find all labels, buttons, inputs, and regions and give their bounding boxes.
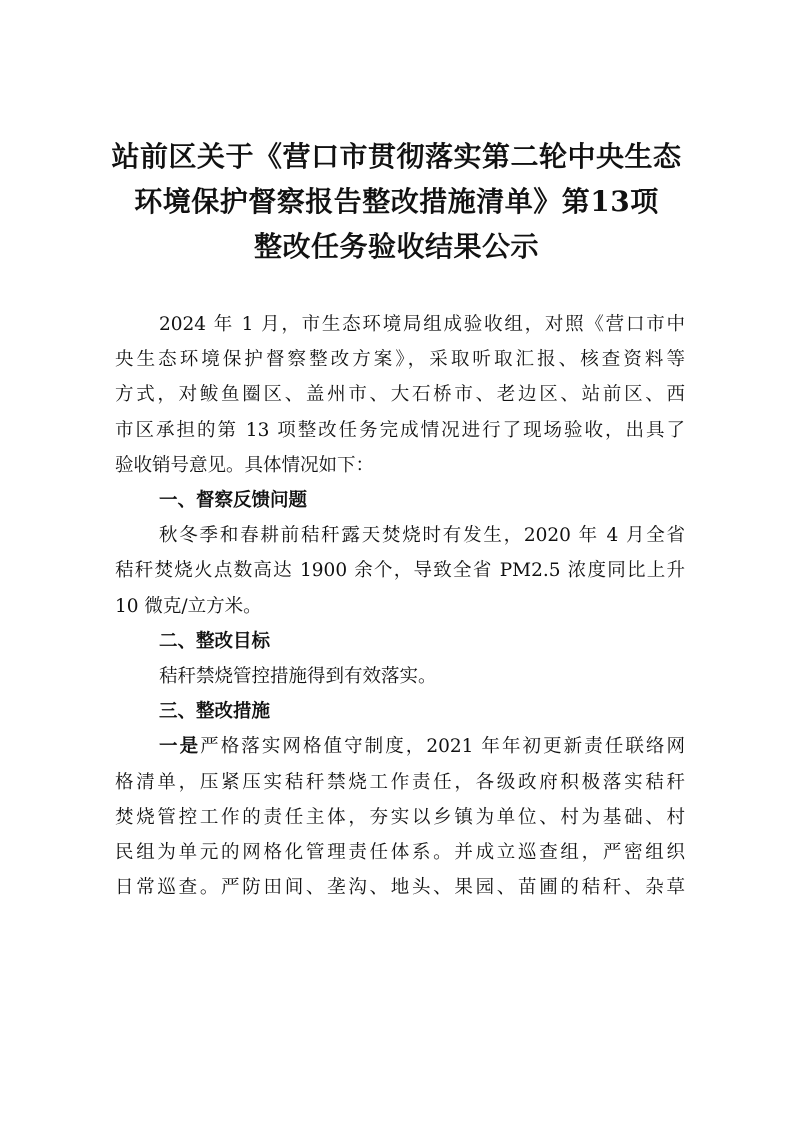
section1-line-3: 10 微克/立方米。 <box>115 595 262 617</box>
intro-line-1: 2024 年 1 月，市生态环境局组成验收组，对照《营口市中 <box>159 314 685 335</box>
title-line-1: 站前区关于《营口市贯彻落实第二轮中央生态 <box>111 140 682 173</box>
intro-line-4: 市区承担的第 13 项整改任务完成情况进行了现场验收，出具了 <box>115 419 685 441</box>
document-body <box>115 307 685 905</box>
document-title <box>80 134 713 269</box>
title-line-3: 整改任务验收结果公示 <box>253 230 539 263</box>
section3-lead: 一是 <box>159 736 201 758</box>
section3-line-3: 焚烧管控工作的责任主体，夯实以乡镇为单位、村为基础、村 <box>115 806 685 828</box>
intro-line-2: 央生态环境保护督察整改方案》，采取听取汇报、核查资料等 <box>115 349 685 371</box>
section3-line-4: 民组为单元的网格化管理责任体系。并成立巡查组，严密组织 <box>115 842 685 864</box>
intro-line-5: 验收销号意见。具体情况如下： <box>115 454 375 476</box>
intro-paragraph <box>115 307 685 483</box>
section1-line-1: 秋冬季和春耕前秸秆露天焚烧时有发生，2020 年 4 月全省 <box>159 525 685 547</box>
section2-paragraph <box>115 659 685 694</box>
section3-line-5: 日常巡查。严防田间、垄沟、地头、果园、苗圃的秸秆、杂草 <box>115 877 685 899</box>
intro-line-3: 方式，对鲅鱼圈区、盖州市、大石桥市、老边区、站前区、西 <box>115 384 685 406</box>
section3-paragraph <box>115 729 685 905</box>
section3-line-1-text: 严格落实网格值守制度，2021 年年初更新责任联络网 <box>200 736 685 758</box>
section2-line-1: 秸秆禁烧管控措施得到有效落实。 <box>159 666 437 688</box>
section-heading-measures: 三、整改措施 <box>159 701 271 723</box>
section1-line-2: 秸秆焚烧火点数高达 1900 余个，导致全省 PM2.5 浓度同比上升 <box>115 560 685 582</box>
section-heading-feedback: 一、督察反馈问题 <box>159 490 308 512</box>
section-heading-goal: 二、整改目标 <box>159 630 271 652</box>
title-line-2: 环境保护督察报告整改措施清单》第13项 <box>134 185 659 218</box>
section3-line-1 <box>115 729 685 764</box>
section3-line-2: 格清单，压紧压实秸秆禁烧工作责任，各级政府积极落实秸秆 <box>115 771 685 793</box>
section1-paragraph <box>115 518 685 624</box>
